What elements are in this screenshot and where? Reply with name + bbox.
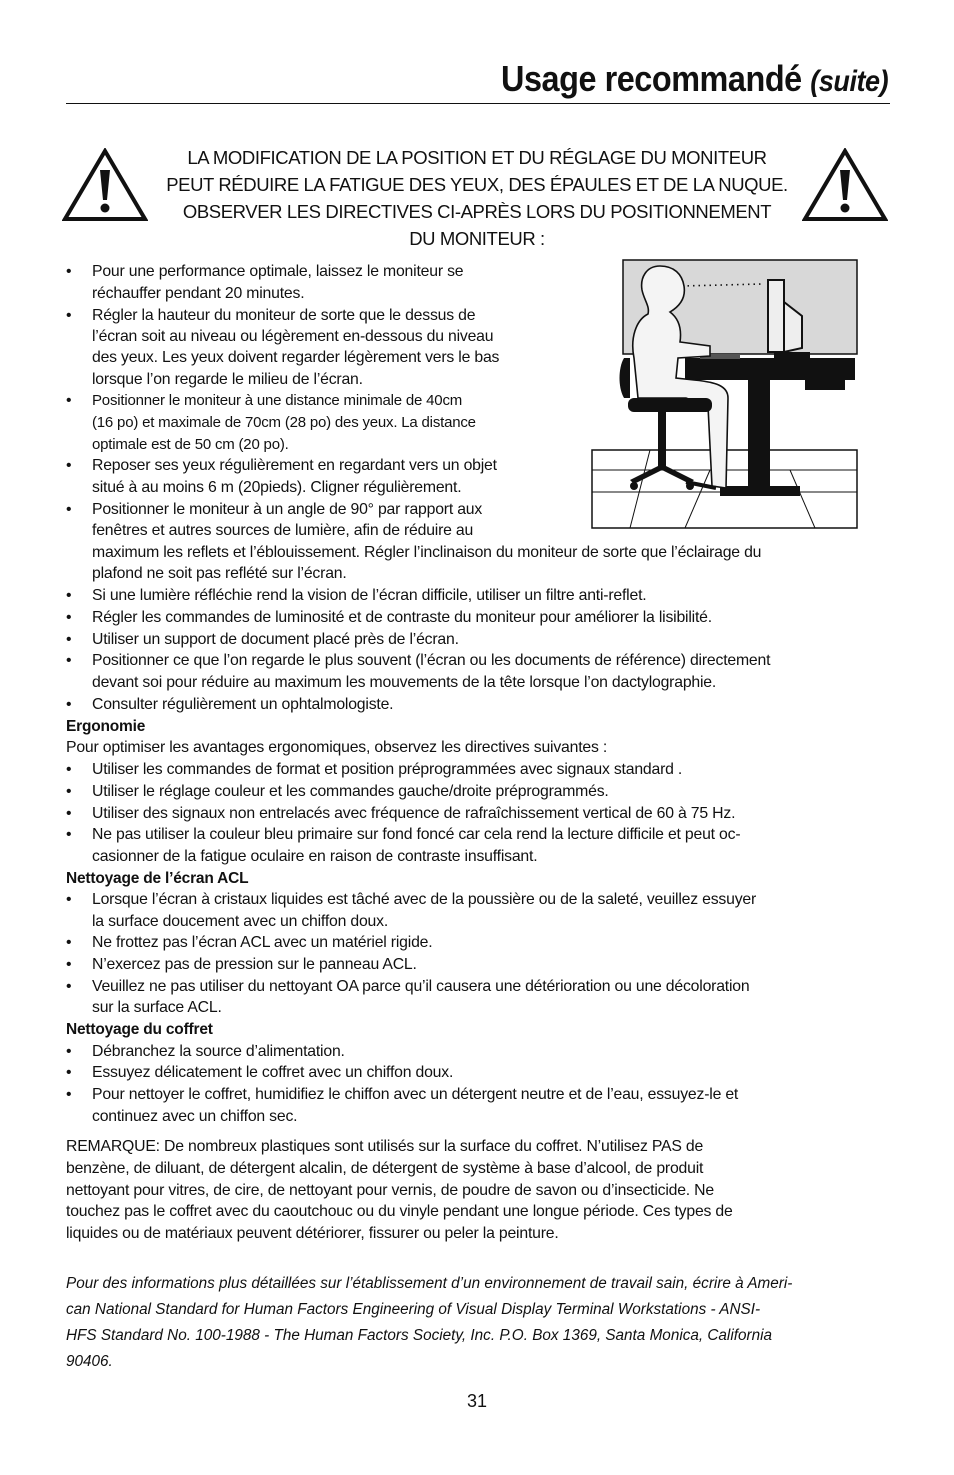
list-item-line: Utiliser les commandes de format et position préprogrammées avec signaux standard . — [92, 761, 683, 778]
warning-line: DU MONITEUR : — [409, 228, 545, 249]
bullet-marker: • — [66, 263, 72, 280]
list-item-line: situé à au moins 6 m (20pieds). Cligner régulièrement. — [92, 479, 462, 496]
remark-line: nettoyant pour vitres, de cire, de nettoyant pour vernis, de poudre de savon ou d’insecticide. Ne — [66, 1182, 714, 1199]
section-intro: Pour optimiser les avantages ergonomiques, observez les directives suivantes : — [66, 739, 608, 756]
list-item-line: Si une lumière réfléchie rend la vision de l’écran difficile, utiliser un filtre anti-reflet. — [92, 587, 647, 604]
page-title-suffix: (suite) — [810, 65, 888, 98]
remark-line: benzène, de diluant, de détergent alcalin, de détergent de système à base d’alcool, de produit — [66, 1160, 704, 1177]
list-item-line: Reposer ses yeux régulièrement en regardant vers un objet — [92, 457, 497, 474]
bullet-marker: • — [66, 696, 72, 713]
reference-line: Pour des informations plus détaillées sur l’établissement d’un environnement de travail sain, écrire à Ameri- — [66, 1275, 793, 1292]
list-item-line: plafond ne soit pas reflété sur l’écran. — [92, 565, 347, 582]
workstation-posture-illustration — [590, 258, 860, 530]
list-item-line: Utiliser le réglage couleur et les commandes gauche/droite préprogrammés. — [92, 783, 609, 800]
bullet-marker: • — [66, 1086, 72, 1103]
bullet-marker: • — [66, 891, 72, 908]
reference-line: 90406. — [66, 1353, 113, 1370]
reference-line: HFS Standard No. 100-1988 - The Human Factors Society, Inc. P.O. Box 1369, Santa Monica, California — [66, 1327, 772, 1344]
remark-line: liquides ou de matériaux peuvent détériorer, fissurer ou peler la peinture. — [66, 1225, 559, 1242]
list-item-line: Utiliser un support de document placé près de l’écran. — [92, 631, 459, 648]
list-item-line: Positionner ce que l’on regarde le plus souvent (l’écran ou les documents de référence) directement — [92, 652, 771, 669]
section-heading: Ergonomie — [66, 718, 146, 735]
list-item-line: lorsque l’on regarde le milieu de l’écran. — [92, 371, 363, 388]
bullet-marker: • — [66, 826, 72, 843]
list-item-line: N’exercez pas de pression sur le panneau ACL. — [92, 956, 417, 973]
bullet-marker: • — [66, 609, 72, 626]
page-number: 31 — [466, 1391, 488, 1411]
list-item-line: optimale est de 50 cm (20 po). — [92, 436, 289, 453]
bullet-marker: • — [66, 956, 72, 973]
list-item-line: devant soi pour réduire au maximum les mouvements de la tête lorsque l’on dactylographie. — [92, 674, 717, 691]
list-item-line: Ne frottez pas l’écran ACL avec un matériel rigide. — [92, 934, 433, 951]
bullet-marker: • — [66, 1043, 72, 1060]
list-item-line: fenêtres et autres sources de lumière, afin de réduire au — [92, 522, 474, 539]
bullet-marker: • — [66, 392, 72, 409]
warning-text — [150, 144, 804, 252]
bullet-marker: • — [66, 978, 72, 995]
warning-line: LA MODIFICATION DE LA POSITION ET DU RÉGLAGE DU MONITEUR — [187, 147, 767, 168]
list-item-line: casionner de la fatigue oculaire en raison de contraste insuffisant. — [92, 848, 538, 865]
list-item-line: Régler les commandes de luminosité et de contraste du moniteur pour améliorer la lisibilité. — [92, 609, 712, 626]
list-item-line: Utiliser des signaux non entrelacés avec fréquence de rafraîchissement vertical de 60 à 75 Hz. — [92, 805, 736, 822]
warning-line: PEUT RÉDUIRE LA FATIGUE DES YEUX, DES ÉPAULES ET DE LA NUQUE. — [166, 174, 788, 195]
bullet-marker: • — [66, 805, 72, 822]
bullet-marker: • — [66, 934, 72, 951]
list-item-line: continuez avec un chiffon sec. — [92, 1108, 298, 1125]
warning-triangle-icon — [62, 148, 148, 222]
warning-triangle-icon — [802, 148, 888, 222]
section-heading: Nettoyage de l’écran ACL — [66, 870, 249, 887]
remark-line: touchez pas le coffret avec du caoutchouc ou du vinyle pendant une longue période. Ces types de — [66, 1203, 733, 1220]
remark-line: REMARQUE: De nombreux plastiques sont utilisés sur la surface du coffret. N’utilisez PAS de — [66, 1138, 704, 1155]
section-heading: Nettoyage du coffret — [66, 1021, 213, 1038]
bullet-marker: • — [66, 783, 72, 800]
list-item-line: maximum les reflets et l’éblouissement. Régler l’inclinaison du moniteur de sorte que l’éclairage du — [92, 544, 762, 561]
bullet-marker: • — [66, 761, 72, 778]
list-item-line: Consulter régulièrement un ophtalmologiste. — [92, 696, 394, 713]
title-rule — [66, 103, 890, 104]
bullet-marker: • — [66, 631, 72, 648]
warning-line: OBSERVER LES DIRECTIVES CI-APRÈS LORS DU POSITIONNEMENT — [182, 201, 772, 222]
list-item-line: Veuillez ne pas utiliser du nettoyant OA parce qu’il causera une détérioration ou une décoloration — [92, 978, 750, 995]
reference-line: can National Standard for Human Factors Engineering of Visual Display Terminal Workstations - ANSI- — [66, 1301, 761, 1318]
list-item-line: Pour une performance optimale, laissez le moniteur se — [92, 263, 464, 280]
bullet-marker: • — [66, 587, 72, 604]
list-item-line: Lorsque l’écran à cristaux liquides est tâché avec de la poussière ou de la saleté, veuillez essuyer — [92, 891, 757, 908]
page-title — [501, 58, 888, 100]
bullet-marker: • — [66, 307, 72, 324]
list-item-line: la surface doucement avec un chiffon doux. — [92, 913, 389, 930]
list-item-line: Ne pas utiliser la couleur bleu primaire sur fond foncé car cela rend la lecture difficile et peut oc- — [92, 826, 741, 843]
list-item-line: l’écran soit au niveau ou légèrement en-dessous du niveau — [92, 328, 494, 345]
list-item-line: des yeux. Les yeux doivent regarder légèrement vers le bas — [92, 349, 500, 366]
list-item-line: réchauffer pendant 20 minutes. — [92, 285, 305, 302]
list-item-line: Essuyez délicatement le coffret avec un chiffon doux. — [92, 1064, 454, 1081]
list-item-line: Positionner le moniteur à un angle de 90° par rapport aux — [92, 501, 483, 518]
bullet-marker: • — [66, 501, 72, 518]
list-item-line: (16 po) et maximale de 70cm (28 po) des yeux. La distance — [92, 414, 476, 431]
bullet-marker: • — [66, 457, 72, 474]
list-item-line: Positionner le moniteur à une distance minimale de 40cm — [92, 392, 463, 409]
bullet-marker: • — [66, 652, 72, 669]
bullet-marker: • — [66, 1064, 72, 1081]
page-title-main: Usage recommandé — [500, 58, 802, 99]
list-item-line: Débranchez la source d’alimentation. — [92, 1043, 345, 1060]
list-item-line: sur la surface ACL. — [92, 999, 222, 1016]
list-item-line: Pour nettoyer le coffret, humidifiez le chiffon avec un détergent neutre et de l’eau, essuyez-le et — [92, 1086, 739, 1103]
list-item-line: Régler la hauteur du moniteur de sorte que le dessus de — [92, 307, 476, 324]
